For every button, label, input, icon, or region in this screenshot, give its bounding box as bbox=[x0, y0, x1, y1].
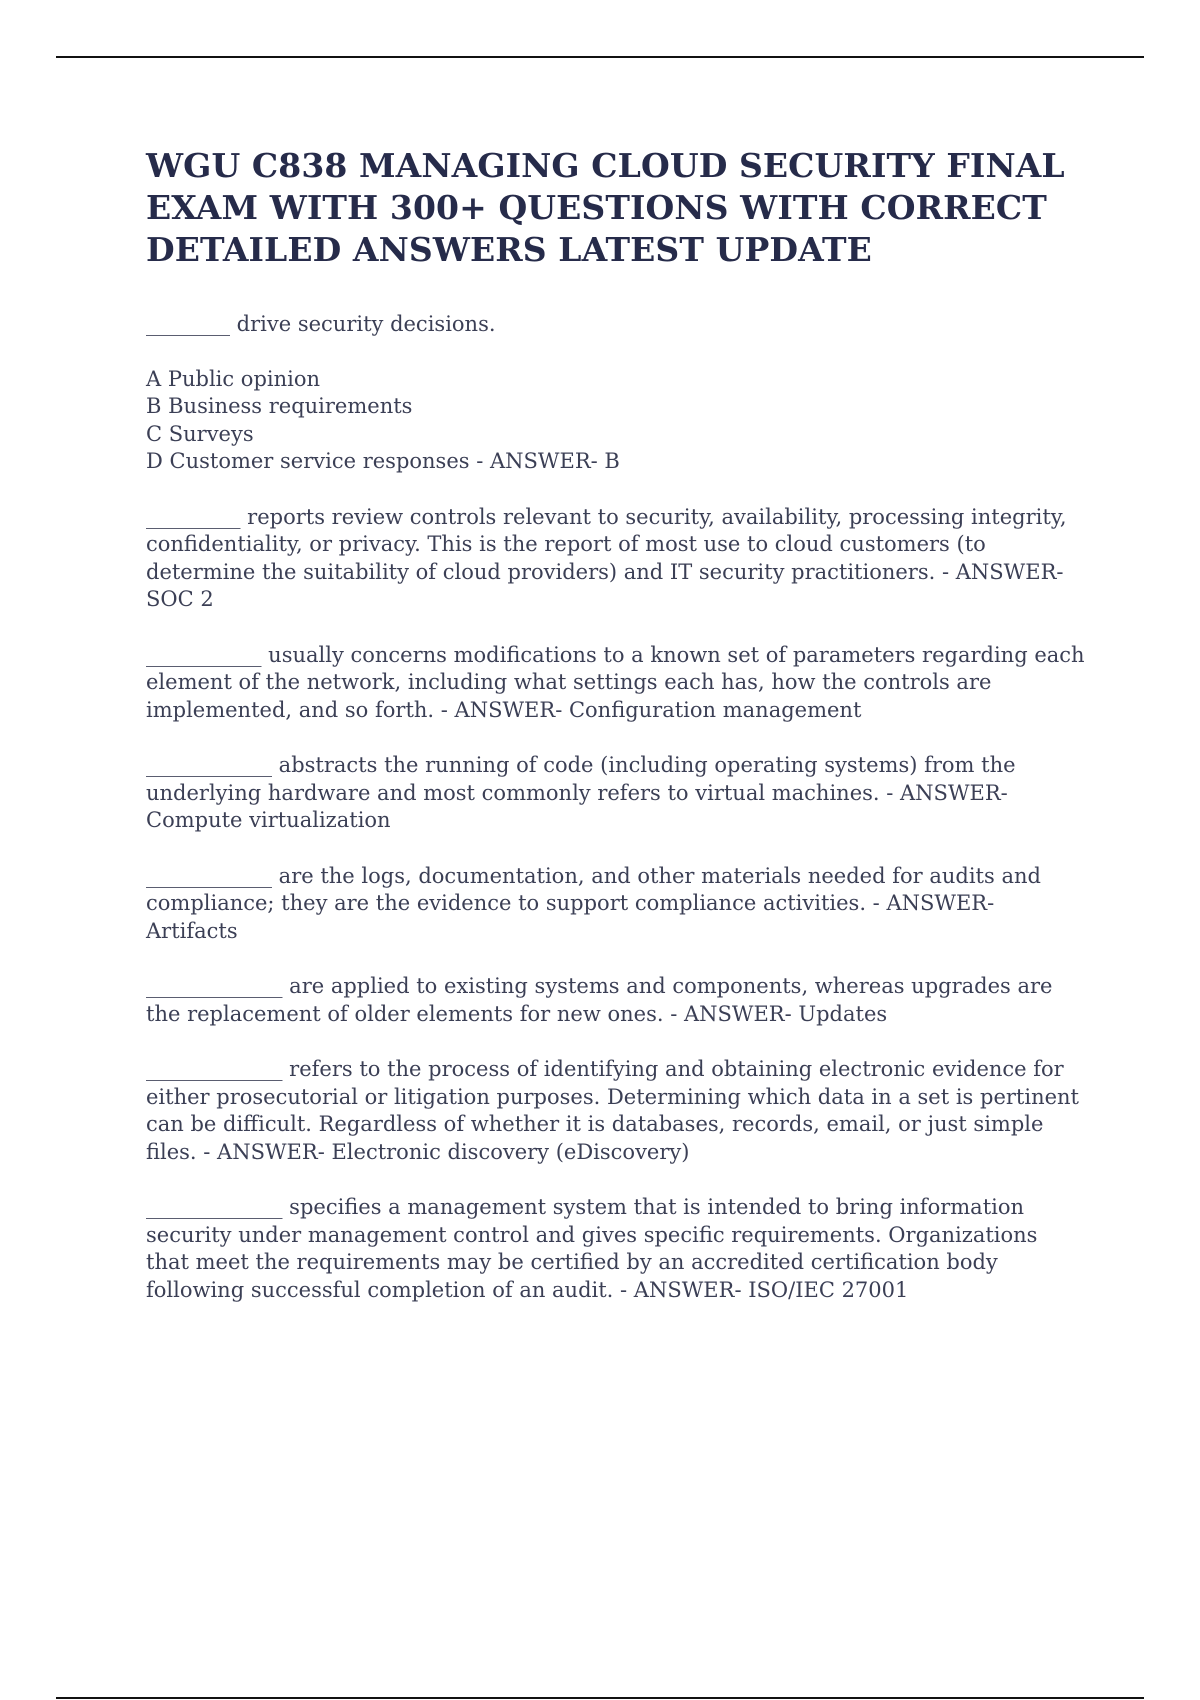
option-b: B Business requirements bbox=[146, 394, 413, 418]
qa-list bbox=[146, 311, 1086, 1304]
answer-options bbox=[146, 366, 1086, 476]
qa-text: _____________ are applied to existing systems and components, whereas upgrades are the replacement of older elements for new ones. - ANSWER- Updates bbox=[146, 974, 1053, 1026]
qa-item-1 bbox=[146, 311, 1086, 476]
qa-text: ____________ abstracts the running of code (including operating systems) from the underlying hardware and most commonly refers to virtual machines. - ANSWER- Compute virtualization bbox=[146, 753, 1016, 832]
option-d: D Customer service responses - ANSWER- B bbox=[146, 449, 620, 473]
option-a: A Public opinion bbox=[146, 366, 321, 391]
qa-item-7 bbox=[146, 1056, 1086, 1166]
qa-item-4 bbox=[146, 752, 1086, 835]
qa-text: ____________ are the logs, documentation, and other materials needed for audits and compliance; they are the evidence to support compliance activities. - ANSWER- Artifacts bbox=[146, 863, 1041, 943]
qa-text: _________ reports review controls relevant to security, availability, processing integrity, confidentiality, or privacy. This is the report of most use to cloud customers (to determine the suitability of cloud providers) and IT security practitioners. - ANSWER- SOC 2 bbox=[146, 504, 1067, 611]
qa-text: _____________ refers to the process of identifying and obtaining electronic evidence for either prosecutorial or litigation purposes. Determining which data in a set is pertinent can be difficult. Regardless of whether it is databases, records, email, or just simple files. - ANSWER- Electronic discovery (eDiscovery) bbox=[146, 1057, 1079, 1164]
qa-item-5 bbox=[146, 863, 1086, 946]
top-rule bbox=[56, 56, 1144, 58]
qa-item-2 bbox=[146, 504, 1086, 614]
qa-item-6 bbox=[146, 973, 1086, 1028]
bottom-rule bbox=[56, 1697, 1144, 1699]
qa-text: _____________ specifies a management system that is intended to bring information security under management control and gives specific requirements. Organizations that meet the requirements may be certified by an accredited certification body following successful completion of an audit. - ANSWER- ISO/IEC 27001 bbox=[146, 1195, 1038, 1302]
document-title: WGU C838 MANAGING CLOUD SECURITY FINAL EXAM WITH 300+ QUESTIONS WITH CORRECT DETAILED ANSWERS LATEST UPDATE bbox=[146, 146, 1065, 269]
question-text: ________ drive security decisions. bbox=[146, 312, 496, 336]
option-c: C Surveys bbox=[146, 421, 254, 446]
qa-item-8 bbox=[146, 1194, 1086, 1304]
qa-text: ___________ usually concerns modifications to a known set of parameters regarding each element of the network, including what settings each has, how the controls are implemented, and so forth. - ANSWER- Configuration management bbox=[146, 642, 1085, 722]
qa-item-3 bbox=[146, 642, 1086, 725]
document-body bbox=[146, 145, 1086, 1332]
